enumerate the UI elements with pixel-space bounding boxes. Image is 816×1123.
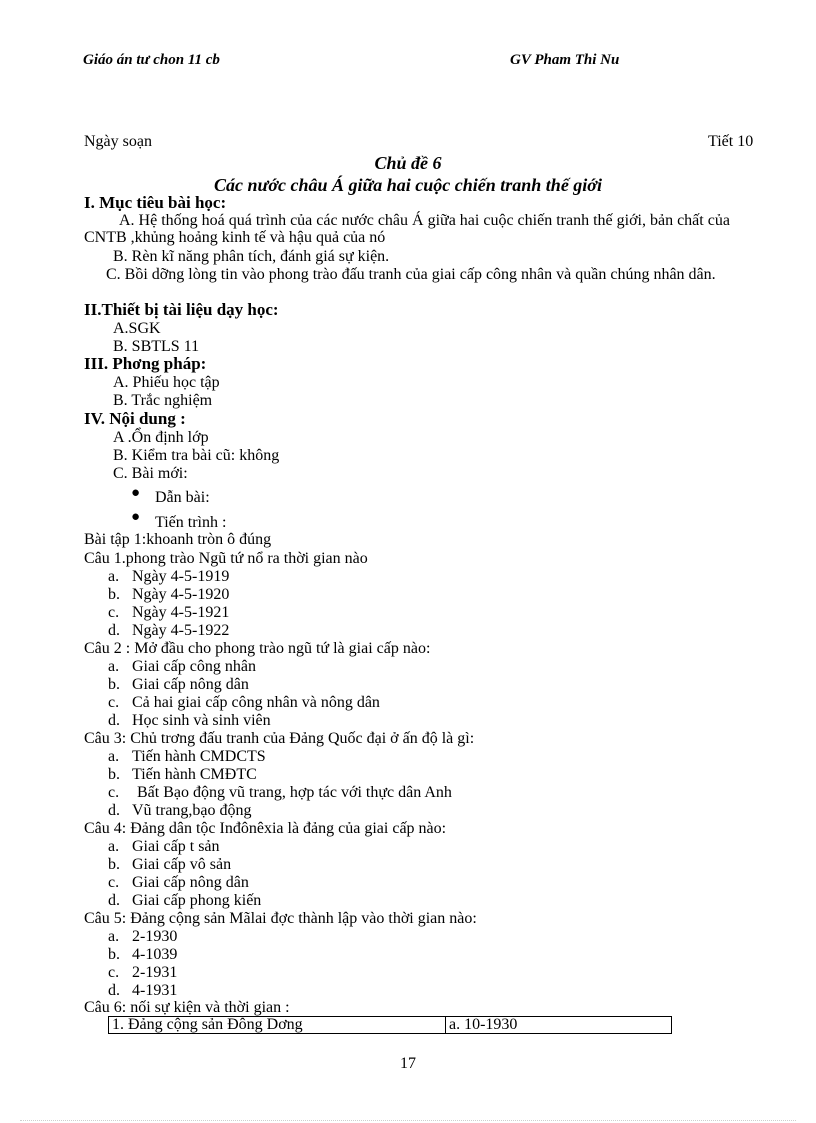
section-1-item-b: B. Rèn kĩ năng phân tích, đánh giá sự kiện. bbox=[113, 248, 390, 265]
q1-option-d: Ngày 4-5-1922 bbox=[132, 622, 230, 639]
q5-option-c: 2-1931 bbox=[132, 964, 178, 981]
q1-option-c: Ngày 4-5-1921 bbox=[132, 604, 230, 621]
q4-option-a: Giai cấp t sản bbox=[132, 838, 220, 855]
question-2: Câu 2 : Mở đầu cho phong trào ngũ tứ là giai cấp nào: bbox=[84, 640, 431, 657]
section-4-item-c: C. Bài mới: bbox=[113, 465, 188, 482]
option-letter: c. bbox=[108, 604, 120, 621]
section-2-item-b: B. SBTLS 11 bbox=[113, 338, 200, 355]
option-letter: b. bbox=[108, 856, 120, 873]
option-letter: c. bbox=[108, 694, 120, 711]
header-right: GV Pham Thi Nu bbox=[510, 52, 620, 68]
option-letter: b. bbox=[108, 946, 120, 963]
option-letter: c. bbox=[108, 874, 120, 891]
option-letter: d. bbox=[108, 892, 120, 909]
q2-option-c: Cả hai giai cấp công nhân và nông dân bbox=[132, 694, 380, 711]
topic-number: Chủ đề 6 bbox=[374, 153, 442, 173]
q4-option-c: Giai cấp nông dân bbox=[132, 874, 249, 891]
section-2-item-a: A.SGK bbox=[113, 320, 161, 337]
bullet-progress: Tiến trình : bbox=[155, 514, 227, 531]
section-4-heading: IV. Nội dung : bbox=[84, 409, 186, 428]
page-bottom-divider bbox=[20, 1120, 796, 1121]
header-left: Giáo án tư chon 11 cb bbox=[83, 52, 220, 68]
section-4-item-b: B. Kiểm tra bài cũ: không bbox=[113, 447, 280, 464]
section-1-item-c: C. Bồi dỡng lòng tin vào phong trào đấu tranh của giai cấp công nhân và quần chúng nhân dân. bbox=[106, 266, 716, 283]
question-6: Câu 6: nối sự kiện và thời gian : bbox=[84, 999, 290, 1016]
matching-table bbox=[108, 1016, 672, 1034]
date-label: Ngày soạn bbox=[84, 133, 152, 150]
q3-option-b: Tiến hành CMĐTC bbox=[132, 766, 257, 783]
q1-option-a: Ngày 4-5-1919 bbox=[132, 568, 230, 585]
section-4-item-a: A .Ổn định lớp bbox=[113, 429, 209, 446]
option-letter: a. bbox=[108, 838, 120, 855]
option-letter: d. bbox=[108, 982, 120, 999]
exercise-title: Bài tập 1:khoanh tròn ô đúng bbox=[84, 531, 272, 548]
question-3: Câu 3: Chủ trơng đấu tranh của Đảng Quốc đại ở ấn độ là gì: bbox=[84, 730, 475, 747]
option-letter: c. bbox=[108, 964, 120, 981]
q2-option-d: Học sinh và sinh viên bbox=[132, 712, 271, 729]
option-letter: a. bbox=[108, 568, 120, 585]
match-time-cell: a. 10-1930 bbox=[446, 1017, 672, 1034]
match-event-cell: 1. Đảng cộng sản Đông Dơng bbox=[109, 1017, 446, 1034]
option-letter: b. bbox=[108, 676, 120, 693]
q4-option-d: Giai cấp phong kiến bbox=[132, 892, 262, 909]
q3-option-d: Vũ trang,bạo động bbox=[132, 802, 252, 819]
q2-option-a: Giai cấp công nhân bbox=[132, 658, 256, 675]
lesson-number: Tiết 10 bbox=[708, 133, 754, 150]
topic-title: Các nước châu Á giữa hai cuộc chiến tranh thế giới bbox=[214, 175, 602, 195]
question-1: Câu 1.phong trào Ngũ tứ nổ ra thời gian nào bbox=[84, 550, 368, 567]
q3-option-a: Tiến hành CMDCTS bbox=[132, 748, 266, 765]
question-4: Câu 4: Đảng dân tộc Inđônêxia là đảng của giai cấp nào: bbox=[84, 820, 447, 837]
q4-option-b: Giai cấp vô sản bbox=[132, 856, 232, 873]
option-letter: d. bbox=[108, 712, 120, 729]
q3-option-c: Bất Bạo động vũ trang, hợp tác với thực dân Anh bbox=[137, 784, 452, 801]
bullet-intro: Dẫn bài: bbox=[155, 489, 210, 506]
section-1-heading: I. Mục tiêu bài học: bbox=[84, 193, 227, 212]
section-2-heading: II.Thiết bị tài liệu dạy học: bbox=[84, 300, 279, 319]
option-letter: d. bbox=[108, 802, 120, 819]
bullet-icon: ● bbox=[131, 509, 141, 525]
q5-option-b: 4-1039 bbox=[132, 946, 178, 963]
option-letter: a. bbox=[108, 748, 120, 765]
section-3-heading: III. Phơng pháp: bbox=[84, 354, 207, 373]
section-3-item-a: A. Phiếu học tập bbox=[113, 374, 220, 391]
option-letter: b. bbox=[108, 586, 120, 603]
q5-option-d: 4-1931 bbox=[132, 982, 178, 999]
q1-option-b: Ngày 4-5-1920 bbox=[132, 586, 230, 603]
section-1-item-a: A. Hệ thống hoá quá trình của các nước châu Á giữa hai cuộc chiến tranh thế giới, bản chất của CNTB ,khủng hoảng kinh tế và hậu quả của nó bbox=[84, 212, 730, 246]
page-number: 17 bbox=[400, 1055, 416, 1072]
q5-option-a: 2-1930 bbox=[132, 928, 178, 945]
option-letter: b. bbox=[108, 766, 120, 783]
table-row bbox=[109, 1017, 672, 1034]
section-3-item-b: B. Trắc nghiệm bbox=[113, 392, 213, 409]
option-letter: c. bbox=[108, 784, 120, 801]
option-letter: d. bbox=[108, 622, 120, 639]
option-letter: a. bbox=[108, 928, 120, 945]
question-5: Câu 5: Đảng cộng sản Mãlai đợc thành lập vào thời gian nào: bbox=[84, 910, 477, 927]
q2-option-b: Giai cấp nông dân bbox=[132, 676, 249, 693]
bullet-icon: ● bbox=[131, 485, 141, 501]
option-letter: a. bbox=[108, 658, 120, 675]
